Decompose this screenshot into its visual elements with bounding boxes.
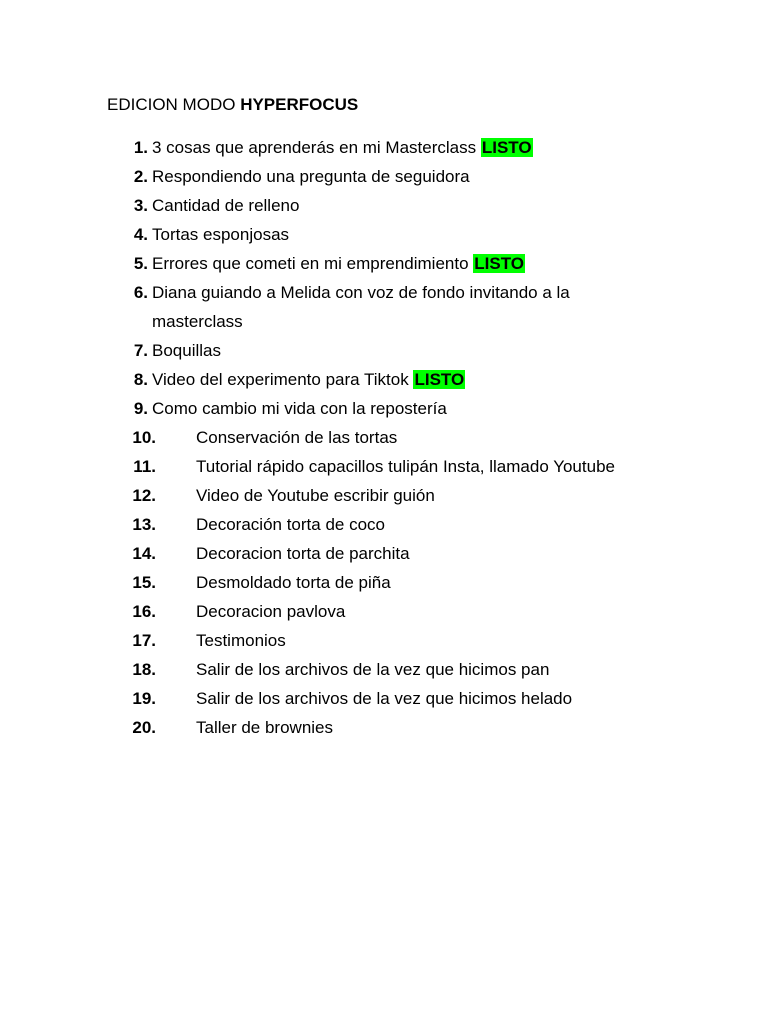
list-item: [0, 568, 768, 597]
status-badge: LISTO: [414, 370, 465, 389]
list-item-number: 19.: [132, 689, 156, 708]
list-item: [0, 539, 768, 568]
list-item-number: 20.: [132, 718, 156, 737]
list-item-number: 5.: [133, 254, 148, 273]
list-item-text: Respondiendo una pregunta de seguidora: [152, 167, 470, 186]
list-item-number: 10.: [132, 428, 156, 447]
list-item-number: 15.: [132, 573, 156, 592]
list-item: [0, 278, 768, 336]
list-item-text: Salir de los archivos de la vez que hicimos pan: [196, 660, 550, 679]
list-item-number: 18.: [132, 660, 156, 679]
list-item: [0, 655, 768, 684]
list-item-text: Salir de los archivos de la vez que hicimos helado: [196, 689, 573, 708]
title-bold: HYPERFOCUS: [240, 95, 359, 114]
list-item: [0, 481, 768, 510]
list-item-number: 8.: [133, 370, 148, 389]
list-item: [0, 423, 768, 452]
list-item-text: Desmoldado torta de piña: [196, 573, 391, 592]
list-item-text: Errores que cometi en mi emprendimiento: [152, 254, 469, 273]
list-item-number: 12.: [132, 486, 156, 505]
list-item-number: 6.: [133, 283, 148, 302]
list-item-number: 13.: [132, 515, 156, 534]
list-item: [0, 626, 768, 655]
status-badge: LISTO: [481, 138, 532, 157]
list-item-text: Conservación de las tortas: [196, 428, 398, 447]
list-item-text: Video del experimento para Tiktok: [152, 370, 409, 389]
list-item-number: 7.: [133, 341, 148, 360]
list-item: [0, 684, 768, 713]
list-item-text: 3 cosas que aprenderás en mi Masterclass: [152, 138, 477, 157]
list-item-text: Decoración torta de coco: [196, 515, 385, 534]
list-item-text: Video de Youtube escribir guión: [196, 486, 435, 505]
list-item-text-wrap: [152, 249, 525, 278]
list-item-text: Boquillas: [152, 341, 221, 360]
list-item-number: 1.: [133, 138, 148, 157]
title-prefix: EDICION MODO: [107, 95, 236, 114]
list-item-text: Taller de brownies: [196, 718, 334, 737]
list-item-text: Como cambio mi vida con la repostería: [152, 399, 447, 418]
status-badge: LISTO: [474, 254, 525, 273]
list-item: [0, 394, 768, 423]
list-item-number: 14.: [132, 544, 156, 563]
list-item-number: 16.: [132, 602, 156, 621]
list-item-number: 11.: [133, 457, 156, 476]
list-item: [0, 713, 768, 742]
list-item-text-wrap: [152, 133, 533, 162]
list-item: [0, 220, 768, 249]
list-item: [0, 510, 768, 539]
list-item: [0, 191, 768, 220]
numbered-list: [0, 133, 768, 742]
list-item-text: Diana guiando a Melida con voz de fondo invitando a la masterclass: [152, 283, 570, 331]
document-title: [107, 93, 358, 117]
list-item-text: Testimonios: [196, 631, 286, 650]
list-item-text: Decoracion pavlova: [196, 602, 346, 621]
list-item: [0, 597, 768, 626]
list-item: [0, 452, 768, 481]
list-item: [0, 249, 768, 278]
list-item-text: Tortas esponjosas: [152, 225, 290, 244]
list-item: [0, 133, 768, 162]
list-item: [0, 162, 768, 191]
list-item-number: 17.: [132, 631, 156, 650]
list-item-text: Tutorial rápido capacillos tulipán Insta, llamado Youtube: [196, 457, 615, 476]
list-item-number: 4.: [133, 225, 148, 244]
list-item-number: 9.: [133, 399, 148, 418]
list-item-text-wrap: [152, 365, 465, 394]
list-item-number: 2.: [133, 167, 148, 186]
list-item: [0, 336, 768, 365]
list-item: [0, 365, 768, 394]
list-item-text: Cantidad de relleno: [152, 196, 300, 215]
list-item-text: Decoracion torta de parchita: [196, 544, 410, 563]
list-item-number: 3.: [133, 196, 148, 215]
